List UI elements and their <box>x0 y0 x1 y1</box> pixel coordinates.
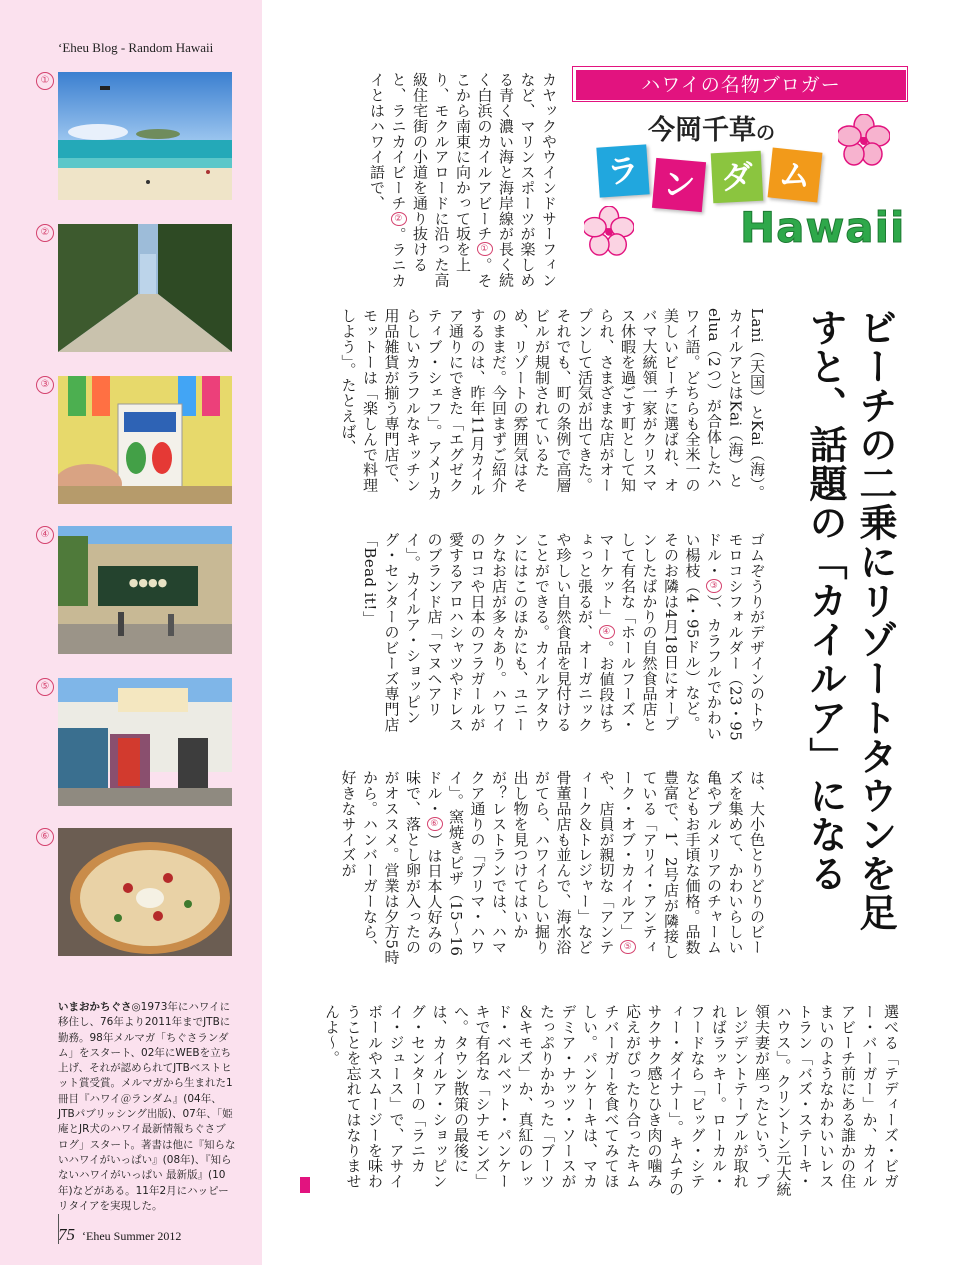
body-text: 選べる「テディーズ・ビガー・バーガー」か、カイルアビーチ前にある誰かの住まいのようなかわいいレストラン「バズ・ステーキ・ハウス」。クリントン元大統領夫妻が座ったという、プレジデントテーブルが取れればラッキー。ローカル・フードなら「ビッグ・シティー・ダイナー」。キムチのサクサク感とひき肉の噛み応えがぴったり合ったキムチバーガーを食べてみてほしい。パンケーキは、マカデミア・ナッツ・ソースがたっぷりかかった「ブーツ＆キモズ」か、真紅のレッド・ベルベット・パンケーキで有名な「シナモンズ」へ。タウン散策の最後には、カイルア・ショッピング・センターの「ラニカイ・ジュース」で、アサイボールやスムージーを味わうことを忘れてはなりませんよ～。 <box>323 1004 900 1197</box>
hibiscus-icon <box>584 206 634 256</box>
photo-alley <box>58 224 232 352</box>
body-text: Lani（天国）とKai（海）。カイルアとはKai（海）とelua（2つ）が合体したハワイ語。どちらも全米一の美しいビーチに選ばれ、オバマ大統領一家がクリスマス休暇を過ごす町として知られ、さまざまな店がオープンして活気が出てきた。それでも、町の条例で高層ビルが規制されているため、リゾートの雰囲気はそのままだ。 <box>490 308 766 501</box>
photo-sandals <box>58 376 232 504</box>
photo-pizza <box>58 828 232 956</box>
svg-text:●●●●: ●●●● <box>128 576 168 589</box>
footer-text: ‘Eheu Summer 2012 <box>82 1229 182 1243</box>
photo-shop <box>58 678 232 806</box>
title-tile-mu: ム <box>768 148 823 203</box>
title-tile-n: ン <box>652 158 706 212</box>
author-name-text: 今岡千草 <box>648 115 756 146</box>
photo-ref-3: ③ <box>706 579 722 593</box>
bio-text: ◎1973年にハワイに移住し、76年より2011年までJTBに勤務。98年メルマガ「ちぐさランダム」をスタート、02年にWEBを立ち上げ、それが認められてJTBベストヒット賞受賞。メルマガから生まれた1冊目『ハワイ＠ランダム』(04年、JTBパブリッシング出版)、07年、「姫庵とJR犬のハワイ最新情報ちぐさブログ」スタート。著書は他に『知らないハワイがいっぱい』(08年)、『知らないハワイがいっぱい 最新版』(10年)などがある。11年2月にハッピーリタイアを実現した。 <box>58 1001 236 1212</box>
body-text: 。ラニカイとはハワイ語で、 <box>368 72 408 289</box>
body-text: カヤックやウインドサーフィンなど、マリンスポーツが楽しめる青く濃い海と海岸線が長く続く白浜のカイルアビーチ <box>475 72 558 288</box>
author-name <box>648 108 775 147</box>
photo-number: ① <box>36 72 54 90</box>
photo-number: ④ <box>36 526 54 544</box>
photo-ref-6: ⑥ <box>427 817 443 831</box>
body-text: ゴムぞうりがデザインのトウモロコシフォルダー（23・95ドル・ <box>705 532 766 742</box>
page-number: 75 <box>58 1225 75 1244</box>
body-text: や、店員が親切な「アンティーク＆トレジャー」など骨董品店も並んで、海水浴がてら、ハワイらしい掘り出し物を見つけてはいかが？レストランでは、ハマクア通りの「プリマ・ハワイ」。窯焼きピザ（15～16ドル・ <box>425 770 616 957</box>
sidebar <box>0 0 262 1265</box>
bio-name: いまおかちぐさ <box>58 1001 132 1013</box>
photo-number: ③ <box>36 376 54 394</box>
blog-brand: ‘Eheu Blog - Random Hawaii <box>58 40 214 55</box>
header-banner: ハワイの名物ブロガー <box>576 70 906 100</box>
body-text: ）、カラフルでかわいい楊枝（4・95ドル）など。そのお隣は4月18日にオープンしたばかりの自然食品店として有名な「ホールフーズ・マーケット」 <box>597 532 723 741</box>
photo-ref-4: ④ <box>599 625 615 639</box>
photo-whole-foods <box>58 526 232 654</box>
body-text: 。お値段はちょっと張るが、オーガニックや珍しい自然食品を見付けることができる。カイルアタウンにはこのほかにも、ユニークなお店が多々あり。ハワイのロコや日本のフラガールが愛するアロハシャツやドレスのブランド店「マヌヘアリイ」。カイルア・ショッピング・センターのビーズ専門店「Bead it!」 <box>361 532 616 733</box>
author-bio <box>58 1000 236 1214</box>
article-title: ビーチの二乗にリゾートタウンを足すと、話題の「カイルア」になる <box>803 308 898 932</box>
photo-number: ⑥ <box>36 828 54 846</box>
body-text: ）は日本人好みの味で、落とし卵が入ったのがオススメ。営業は夕方5時から。ハンバーガーなら、好きなサイズが <box>339 770 444 965</box>
end-mark <box>300 1177 310 1193</box>
photo-ref-5: ⑤ <box>620 940 636 954</box>
body-block-c <box>297 532 767 742</box>
photo-number: ② <box>36 224 54 242</box>
title-tile-ra: ラ <box>596 144 649 197</box>
body-block-d <box>297 770 767 970</box>
body-block-a <box>297 72 559 290</box>
body-text: 。そこから南東に向かって坂を上り、モクルアロードに沿った高級住宅街の小道を通り抜けると、ラニカイビーチ <box>389 72 494 289</box>
body-text: は、大小色とりどりのビーズを集めて、かわいらしい亀やプルメリアのチャームなどもお手頃な価格。品数豊富で、1、2号店が隣接している「アリイ・アンティーク・オブ・カイルア」 <box>619 770 766 960</box>
body-block-b <box>297 308 767 502</box>
hawaii-logo: Hawaii <box>740 203 906 252</box>
hibiscus-icon <box>838 114 890 166</box>
page-footer <box>58 1225 181 1245</box>
body-text: 今回まずご紹介するのは、昨年11月カイルア通りにできた「エグゼクティブ・シェフ」。アメリカらしいカラフルなキッチン用品雑貨が揃う専門店で、モットーは「楽しんで料理しよう」。たとえば、 <box>339 308 508 501</box>
photo-ref-2: ② <box>391 212 407 226</box>
photo-beach <box>58 72 232 200</box>
photo-number: ⑤ <box>36 678 54 696</box>
body-block-e <box>297 1004 901 1204</box>
author-particle: の <box>756 122 776 144</box>
photo-ref-1: ① <box>477 242 493 256</box>
title-tile-da: ダ <box>711 151 764 204</box>
